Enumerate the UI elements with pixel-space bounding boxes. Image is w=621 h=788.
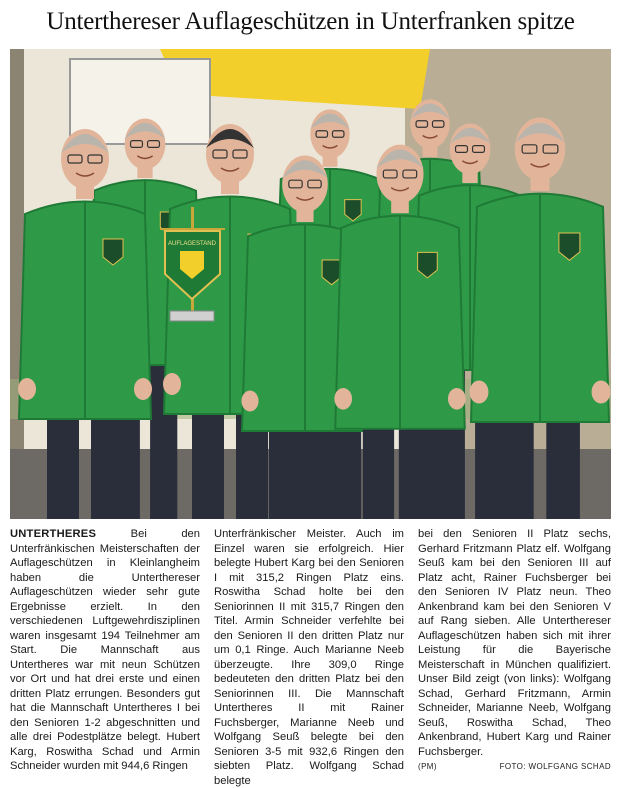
- photo-illustration: [10, 49, 611, 519]
- article-column-3: [418, 527, 611, 775]
- author-tag: (PM): [418, 762, 437, 771]
- headline: Unterthereser Auflageschützen in Unterfranken spitze: [46, 8, 575, 35]
- article-body: [10, 527, 611, 787]
- photo-credit: FOTO: WOLFGANG SCHAD: [499, 762, 611, 771]
- left-pillar: [10, 49, 24, 519]
- trophy-label: AUFLAGESTAND: [168, 241, 216, 247]
- article-column-2: Unterfränkischer Meister. Auch im Einzel waren sie erfolgreich. Hier belegte Hubert Karg bei den Senioren I mit 315,2 Ringen Platz eins. Roswitha Schad holte bei den Seniorinnen II mit 315,7 Ringen den Titel. Armin Schneider verfehlte bei den Senioren II den dritten Platz nur um 0,1 Ringe. Auch Marianne Neeb überzeugte. Ihre 309,0 Ringe bedeuteten den dritten Platz bei den Seniorinnen III. Die Mannschaft Untertheres II mit Rainer Fuchsberger, Marianne Neeb und Wolfgang Seuß belegte bei den Senioren 3-5 mit 932,6 Ringen den siebten Platz. Wolfgang Schad belegte: [214, 528, 404, 787]
- article-column-1: [10, 527, 200, 774]
- people-group: [18, 99, 610, 519]
- article-text-3: bei den Senioren II Platz sechs, Gerhard Fritzmann Platz elf. Wolfgang Seuß kam bei den Senioren III auf Platz acht, Rainer Fuchsberger bei den Senioren IV Platz neun. Theo Ankenbrand kam bei den Senioren V auf Rang sieben. Alle Unterthereser Auflageschützen haben sich mit ihrer Leistung für die Bayerische Meisterschaft in München qualifiziert. Unser Bild zeigt (von links): Wolfgang Schad, Gerhard Fritzmann, Armin Schneider, Marianne Neeb, Wolfgang Seuß, Roswitha Schad, Theo Ankenbrand, Hubert Karg und Rainer Fuchsberger.: [418, 528, 611, 758]
- credit-row: [418, 760, 611, 775]
- dateline: UNTERTHERES: [10, 528, 97, 540]
- group-photo: [10, 49, 611, 519]
- article-text-1: Bei den Unterfränkischen Meisterschaften der Auflageschützen in Kleinlangheim haben die Unterthereser Auflageschützen wieder sehr gute Ergebnisse erzielt. In den verschiedenen Luftgewehrdisziplinen waren insgesamt 194 Teilnehmer am Start. Die Mannschaft aus Untertheres war mit neun Schützen vor Ort und hat drei erste und einen dritten Platz errungen. Besonders gut hat die Mannschaft Untertheres I bei den Senioren 1-2 abgeschnitten und alle drei Podestplätze belegt. Hubert Karg, Roswitha Schad und Armin Schneider wurden mit 944,6 Ringen: [10, 528, 200, 772]
